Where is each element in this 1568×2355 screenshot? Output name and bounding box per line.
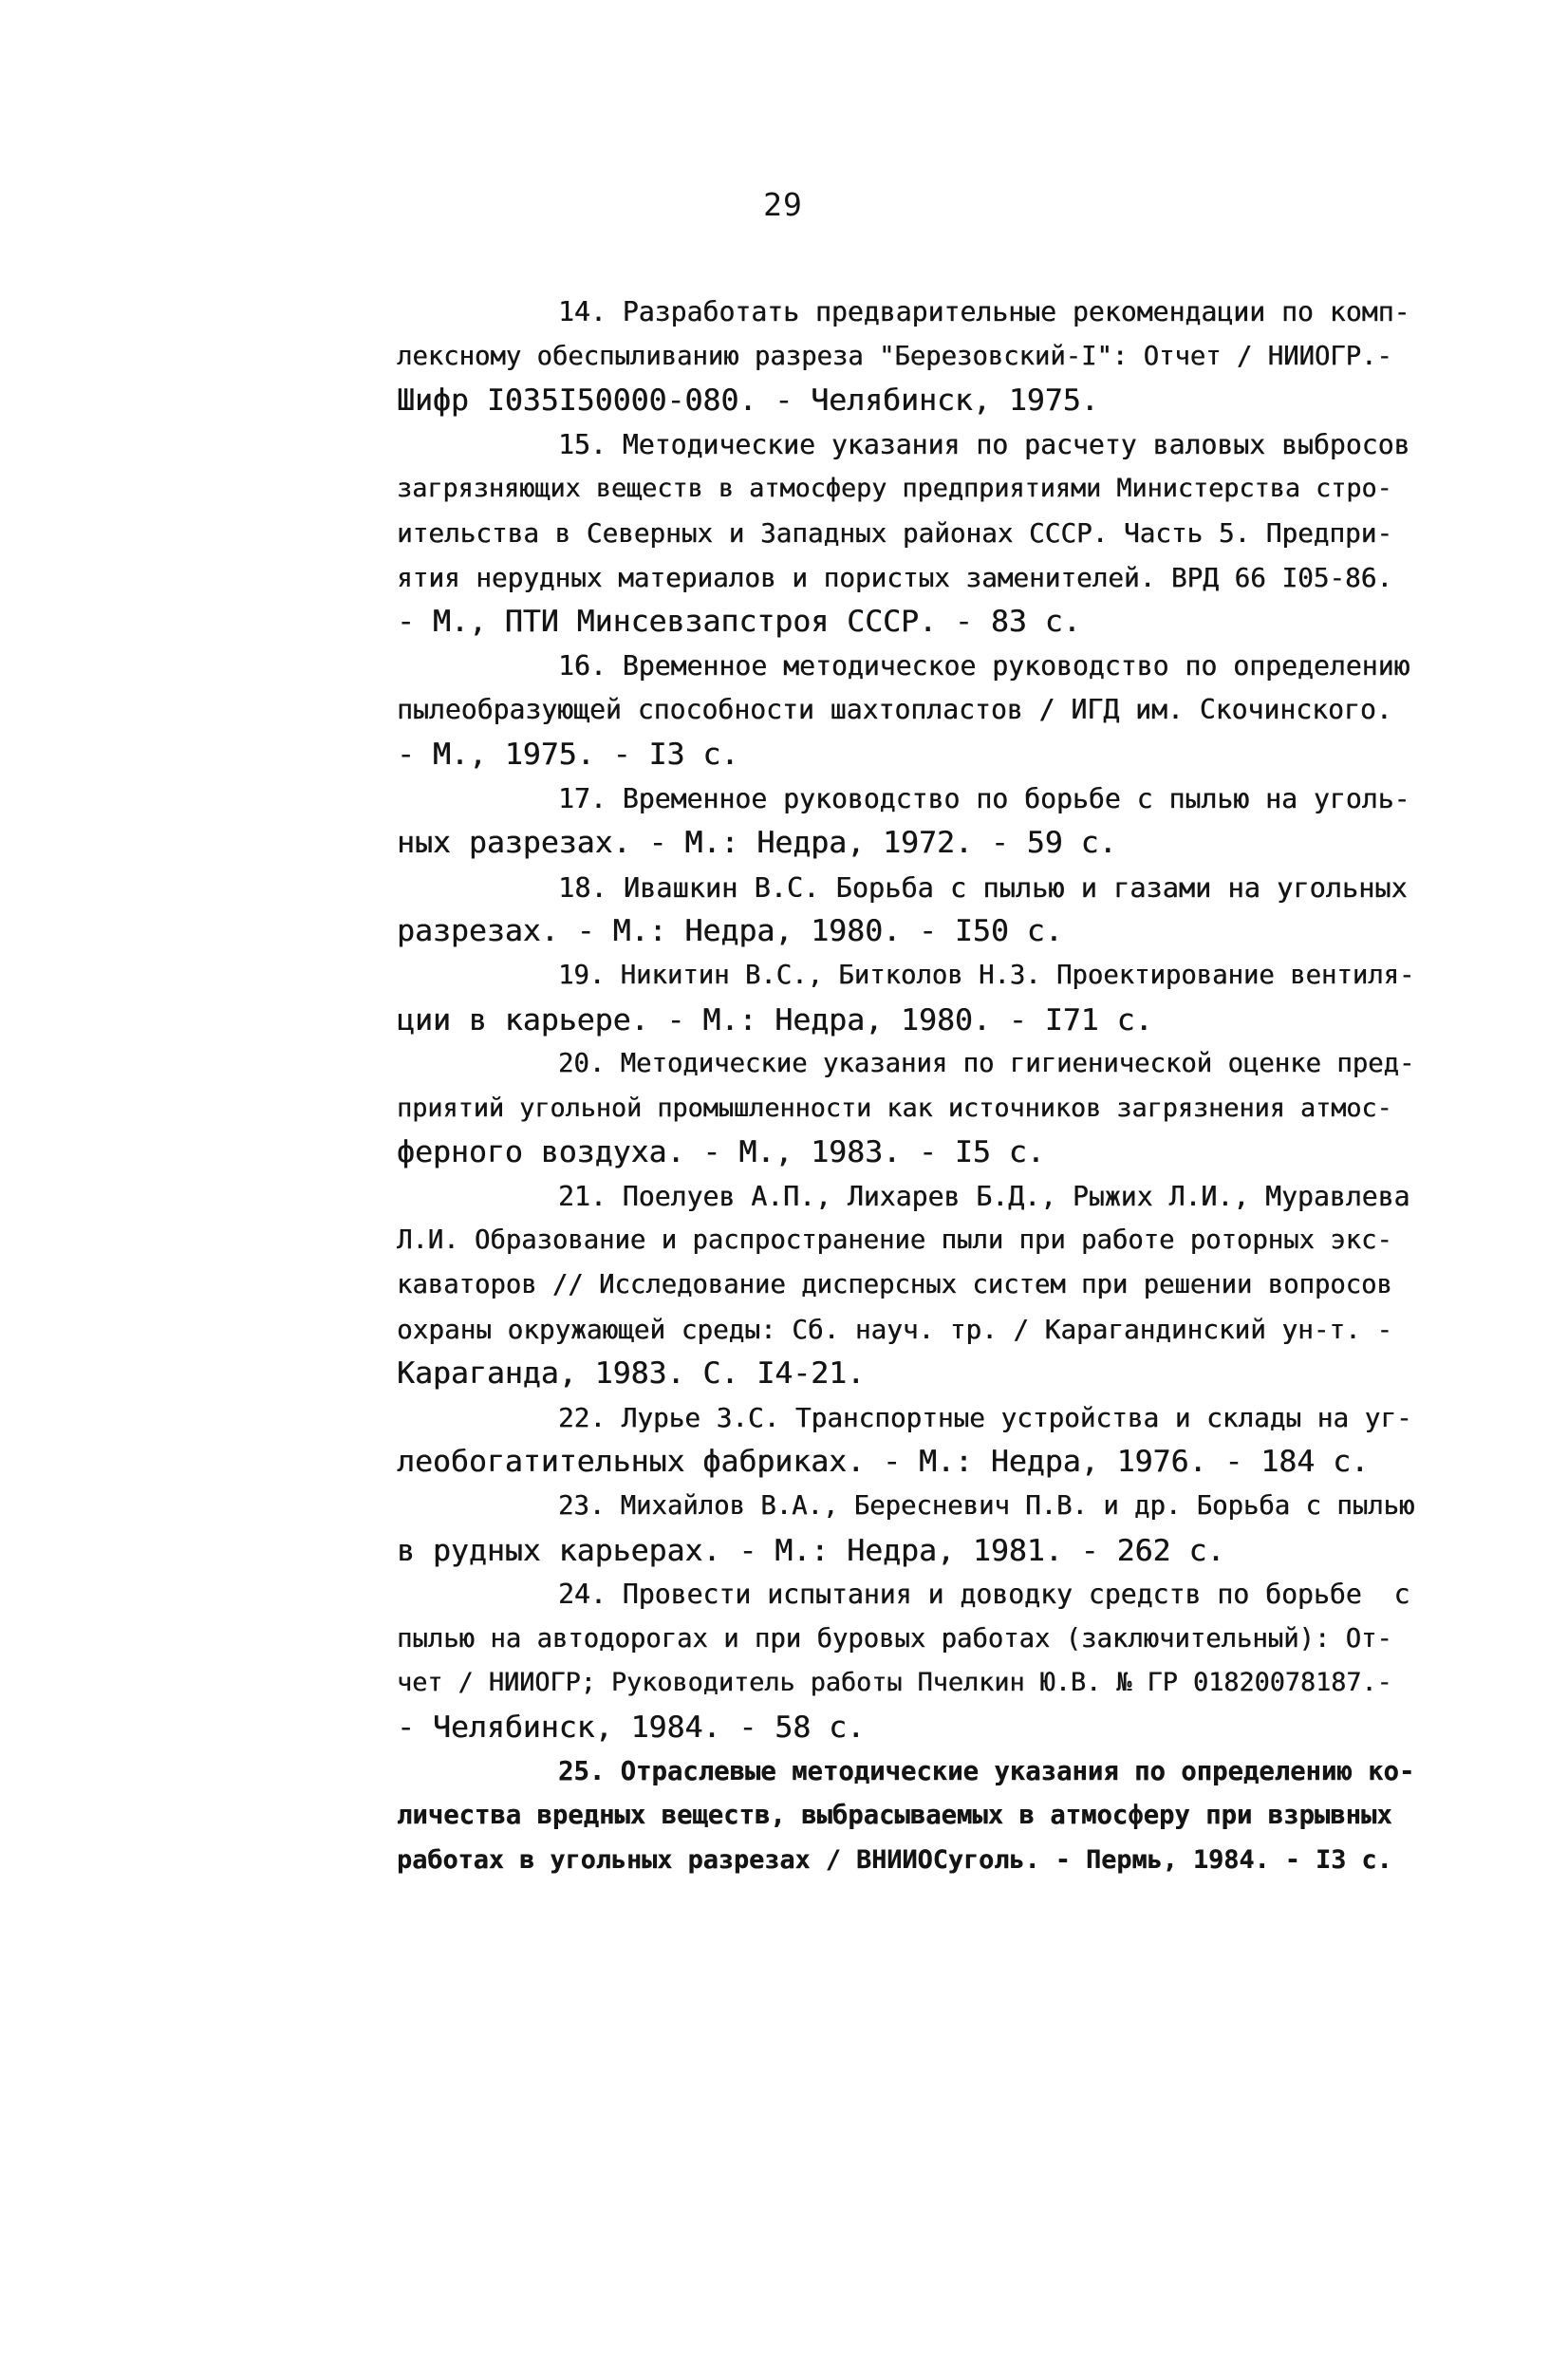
- reference-line: 19. Никитин В.С., Битколов Н.З. Проектирование вентиля-: [558, 960, 1415, 990]
- reference-line: Л.И. Образование и распространение пыли при работе роторных экс-: [397, 1225, 1392, 1256]
- reference-entry-20: [397, 1042, 1415, 1175]
- reference-line: - Челябинск, 1984. - 58 с.: [397, 1710, 866, 1745]
- page-number: 29: [763, 186, 803, 223]
- reference-entry-14: [397, 290, 1410, 423]
- reference-line: 22. Лурье З.С. Транспортные устройства и склады на уг-: [558, 1401, 1412, 1433]
- reference-entry-21: [397, 1175, 1410, 1396]
- reference-entry-24: [397, 1573, 1410, 1749]
- reference-line: пылеобразующей способности шахтопластов / ИГД им. Скочинского.: [397, 694, 1392, 726]
- reference-line: приятий угольной промышленности как источников загрязнения атмос-: [397, 1093, 1392, 1123]
- reference-line: разрезах. - М.: Недра, 1980. - I50 с.: [397, 914, 1063, 949]
- reference-line: ферного воздуха. - М., 1983. - I5 с.: [397, 1135, 1045, 1170]
- reference-line: Караганда, 1983. С. I4-21.: [397, 1356, 866, 1392]
- reference-line: ятия нерудных материалов и пористых заменителей. ВРД 66 I05-86.: [397, 561, 1392, 593]
- reference-line: 14. Разработать предварительные рекомендации по комп-: [558, 296, 1410, 327]
- reference-line: 24. Провести испытания и доводку средств по борьбе с: [558, 1579, 1410, 1611]
- reference-line: работах в угольных разрезах / ВНИИОСуголь. - Пермь, 1984. - I3 с.: [397, 1844, 1392, 1875]
- reference-line: леобогатительных фабриках. - М.: Недра, 1976. - 184 с.: [397, 1445, 1370, 1480]
- reference-line: каваторов // Исследование дисперсных систем при решении вопросов: [397, 1270, 1392, 1300]
- reference-line: в рудных карьерах. - М.: Недра, 1981. - 262 с.: [397, 1533, 1225, 1568]
- reference-line: 21. Поелуев А.П., Лихарев Б.Д., Рыжих Л.И., Муравлева: [558, 1180, 1410, 1212]
- reference-entry-23: [397, 1485, 1415, 1573]
- reference-line: 17. Временное руководство по борьбе с пылью на уголь-: [558, 782, 1410, 814]
- reference-line: - М., ПТИ Минсевзапстроя СССР. - 83 с.: [397, 605, 1081, 640]
- reference-line: личества вредных веществ, выбрасываемых в атмосферу при взрывных: [397, 1801, 1392, 1831]
- reference-entry-16: [397, 645, 1410, 777]
- reference-entry-18: [397, 866, 1408, 954]
- reference-entry-19: [397, 954, 1415, 1042]
- reference-line: загрязняющих веществ в атмосферу предприятиями Министерства стро-: [397, 474, 1392, 504]
- reference-line: лексному обеспыливанию разреза "Березовский-I": Отчет / НИИОГР.-: [397, 341, 1392, 371]
- reference-line: 25. Отраслевые методические указания по определению ко-: [558, 1756, 1415, 1786]
- reference-line: чет / НИИОГР; Руководитель работы Пчелкин Ю.В. № ГР 01820078187.-: [397, 1668, 1392, 1698]
- reference-line: пылью на автодорогах и при буровых работах (заключительный): От-: [397, 1623, 1392, 1654]
- reference-list: [397, 290, 1415, 1882]
- reference-entry-17: [397, 777, 1410, 866]
- reference-line: Шифр I035I50000-080. - Челябинск, 1975.: [397, 383, 1099, 419]
- reference-entry-25: [397, 1750, 1415, 1883]
- reference-line: 18. Ивашкин В.С. Борьба с пылью и газами на угольных: [558, 870, 1408, 904]
- reference-line: охраны окружающей среды: Сб. науч. тр. / Карагандинский ун-т. -: [397, 1313, 1392, 1345]
- reference-line: 20. Методические указания по гигиенической оценке пред-: [558, 1049, 1415, 1079]
- reference-line: - М., 1975. - I3 с.: [397, 737, 739, 772]
- reference-line: ных разрезах. - М.: Недра, 1972. - 59 с.: [397, 826, 1117, 861]
- reference-line: 15. Методические указания по расчету валовых выбросов: [558, 428, 1410, 460]
- reference-entry-15: [397, 423, 1410, 645]
- reference-line: ительства в Северных и Западных районах СССР. Часть 5. Предпри-: [397, 516, 1392, 549]
- reference-line: ции в карьере. - М.: Недра, 1980. - I71 с.: [397, 1002, 1153, 1037]
- reference-line: 23. Михайлов В.А., Бересневич П.В. и др. Борьба с пылью: [558, 1491, 1415, 1522]
- reference-entry-22: [397, 1396, 1412, 1485]
- reference-line: 16. Временное методическое руководство по определению: [558, 649, 1410, 682]
